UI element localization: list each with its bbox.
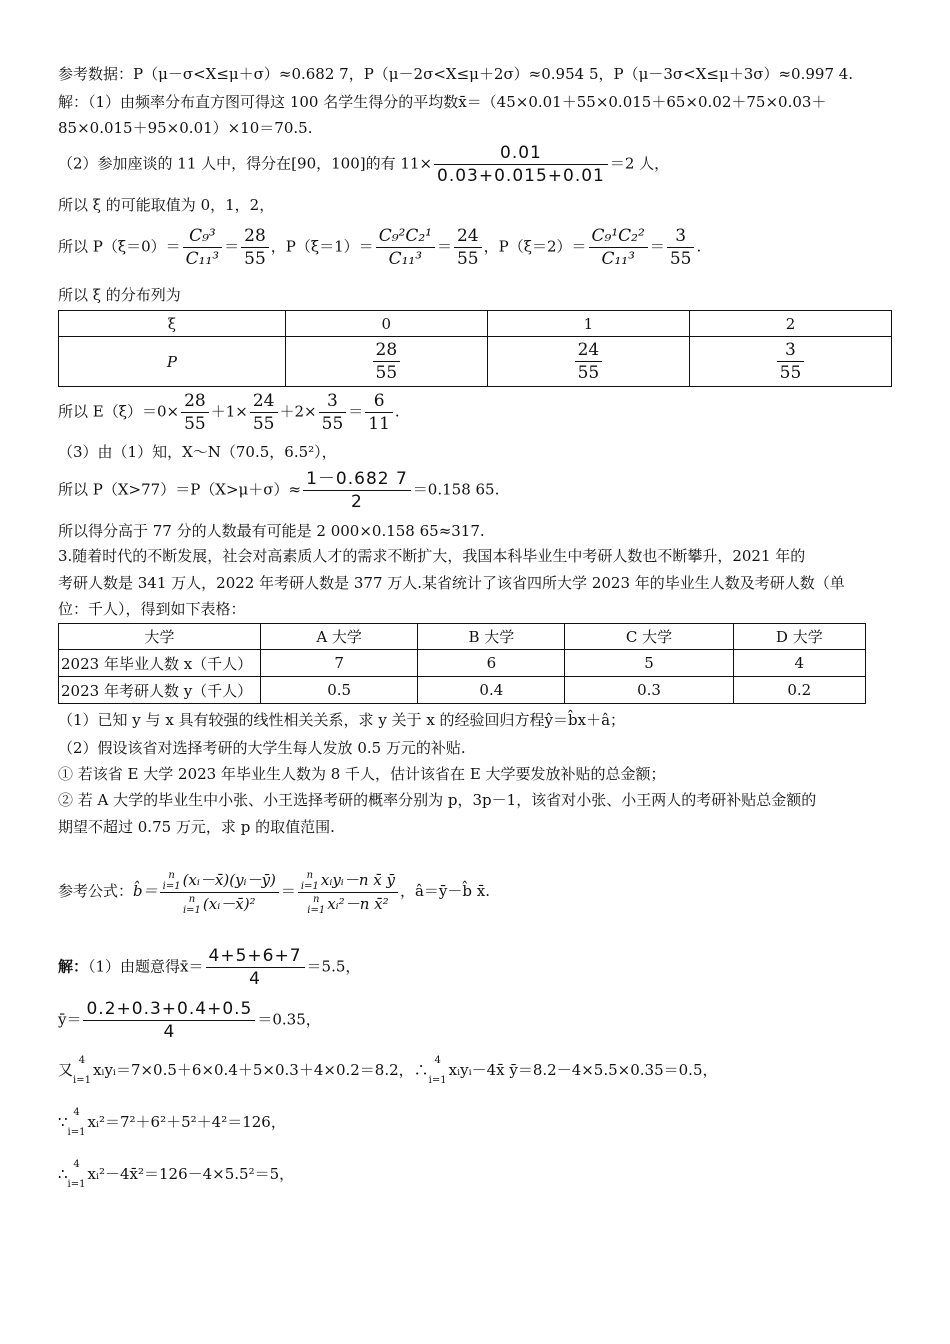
dist-cell-0-den: 55 <box>375 363 398 383</box>
sum-top: n <box>168 869 175 881</box>
dist-row-label: P <box>59 337 286 387</box>
expect-value <box>365 390 393 435</box>
q3-sub2-item2-line2: 期望不超过 0.75 万元，求 p 的取值范围. <box>58 818 335 836</box>
sum-bottom: i=1 <box>300 880 319 892</box>
part3-frac-den: 2 <box>351 492 363 512</box>
part3-fraction <box>303 468 411 513</box>
formula-frac-2-num <box>298 869 398 893</box>
ybar-suffix: ＝0.35， <box>257 1010 321 1029</box>
solution-part1-line2: 85×0.015＋95×0.01）×10＝70.5. <box>58 119 313 137</box>
q3-text-line2: 考研人数是 341 万人，2022 年考研人数是 377 万人.某省统计了该省四所大学 2023 年的毕业生人数及考研人数（单 <box>58 574 845 592</box>
sum-xy-minus: xᵢyᵢ－4x̄ ȳ＝8.2－4×5.5×0.35＝0.5， <box>448 1061 718 1079</box>
prob1-comb-den: C₁₁³ <box>388 249 423 269</box>
university-header-row <box>59 624 866 650</box>
sum-bottom: i=1 <box>162 880 181 892</box>
dist-header-2: 2 <box>689 311 891 337</box>
reference-data: 参考数据：P（μ－σ<X≤μ＋σ）≈0.682 7，P（μ－2σ<X≤μ＋2σ）≈0.954 5，P（μ－3σ<X≤μ＋3σ）≈0.997 4. <box>58 65 854 83</box>
formula-frac-1-den <box>160 893 279 916</box>
prob0-val-den: 55 <box>244 249 266 269</box>
expect-mid1: ＋1× <box>210 402 248 421</box>
formula-d1: (xᵢ－x̄)² <box>202 894 256 913</box>
graduates-a: 7 <box>261 650 418 677</box>
dist-cell-1-num: 24 <box>575 339 603 362</box>
sum-xx-minus: xᵢ²－4x̄²＝126－4×5.5²＝5， <box>87 1165 295 1183</box>
dist-cell-1-den: 55 <box>577 363 600 383</box>
formula-label: 参考公式： <box>58 882 134 900</box>
prob0-value <box>241 225 269 270</box>
q3-solution-xbar <box>58 945 360 990</box>
formula-frac-1-num <box>160 869 279 893</box>
sum-top: n <box>188 893 196 905</box>
formula-b-hat: b̂＝ <box>133 882 158 900</box>
sum-top: 4 <box>78 1055 86 1066</box>
sum-top: n <box>313 893 320 905</box>
part2-fraction <box>434 142 608 187</box>
formula-frac-2-den <box>298 893 398 916</box>
graduates-b: 6 <box>418 650 565 677</box>
dist-cell-0-num: 28 <box>373 339 401 362</box>
part2-suffix: ＝2 人， <box>609 154 670 173</box>
sum-symbol <box>429 1051 447 1091</box>
sum-symbol <box>163 870 181 892</box>
part3-prob-prefix: 所以 P（X>77）＝P（X>μ＋σ）≈ <box>58 480 302 499</box>
prob0-comb-den: C₁₁³ <box>185 249 220 269</box>
part3-prob-suffix: ＝0.158 65. <box>412 480 500 499</box>
sum-top: 4 <box>434 1055 441 1066</box>
sum-top: n <box>306 869 314 881</box>
expect-frac-2-den: 55 <box>321 414 344 434</box>
formula-n1: (xᵢ－x̄)(yᵢ－ȳ) <box>182 870 276 889</box>
expect-frac-2 <box>319 390 347 435</box>
exam-takers-b: 0.4 <box>418 677 565 704</box>
part2-prefix: （2）参加座谈的 11 人中，得分在[90，100]的有 11× <box>58 154 433 173</box>
exam-takers-label: 2023 年考研人数 y（千人） <box>59 677 261 704</box>
sum-symbol <box>307 894 325 916</box>
sum-symbol <box>73 1051 91 1091</box>
expect-mid2: ＋2× <box>279 402 317 421</box>
sum-symbol <box>301 870 319 892</box>
dist-cell-2 <box>689 337 891 387</box>
expect-value-den: 11 <box>368 414 390 434</box>
prob0-val-num: 28 <box>241 225 269 248</box>
sum-bottom: i=1 <box>307 904 326 916</box>
university-table <box>58 623 866 704</box>
because-symbol: ∵ <box>58 1113 68 1131</box>
xbar-fraction <box>206 945 305 990</box>
xbar-den: 4 <box>249 969 261 989</box>
prob1-comb <box>376 225 435 270</box>
sum-bottom: i=1 <box>67 1127 86 1138</box>
q3-sub2: （2）假设该省对选择考研的大学生每人发放 0.5 万元的补贴. <box>58 739 466 757</box>
sum-top: 4 <box>73 1159 80 1170</box>
univ-header-label: 大学 <box>59 624 261 650</box>
prob1-val-den: 55 <box>456 249 479 269</box>
sum-symbol <box>68 1103 86 1143</box>
q3-sub2-item1: ① 若该省 E 大学 2023 年毕业生人数为 8 千人，估计该省在 E 大学要发放补贴的总金额； <box>58 765 666 783</box>
sum-xy-value: xᵢyᵢ＝7×0.5＋6×0.4＋5×0.3＋4×0.2＝8.2，∴ <box>92 1061 429 1079</box>
univ-header-d: D 大学 <box>733 624 865 650</box>
sum-symbol <box>183 894 201 916</box>
dist-header-1: 1 <box>487 311 689 337</box>
ybar-prefix: ȳ＝ <box>58 1010 82 1029</box>
q3-sub2-item2-line1: ② 若 A 大学的毕业生中小张、小王选择考研的概率分别为 p，3p－1，该省对小张、小王两人的考研补贴总金额的 <box>58 791 817 809</box>
exam-takers-d: 0.2 <box>733 677 865 704</box>
expect-prefix: 所以 E（ξ）＝0× <box>58 402 180 421</box>
prob2-comb-num: C₉¹C₂² <box>589 225 648 248</box>
solution-part2-count <box>58 142 669 187</box>
part2-den: 0.03+0.015+0.01 <box>437 166 605 186</box>
q3-sub1: （1）已知 y 与 x 具有较强的线性相关关系，求 y 关于 x 的经验回归方程ŷ＝b̂x＋â； <box>58 711 626 729</box>
prob2-val-den: 55 <box>669 249 692 269</box>
sum-xx-value: xᵢ²＝7²＋6²＋5²＋4²＝126， <box>87 1113 286 1131</box>
formula-d2: xᵢ²－n x̄² <box>327 894 389 913</box>
expect-frac-0 <box>181 390 209 435</box>
solution-label: 解： <box>58 957 89 976</box>
prob1-comb-num: C₉²C₂¹ <box>376 225 435 248</box>
sum-symbol <box>68 1155 86 1195</box>
ybar-den: 4 <box>163 1022 176 1042</box>
part2-num: 0.01 <box>434 142 608 165</box>
formula-eq: ＝ <box>280 882 296 900</box>
expect-frac-0-num: 28 <box>181 390 209 413</box>
graduates-d: 4 <box>733 650 865 677</box>
probabilities-line: 所以 P（ξ＝0）＝ $\frac{\text{C₉³}}{\text{C₁₁³}}$ ＝ $\frac{28}{55}$ ，P（ξ＝1）＝ $\frac{\text{C₉²C₂¹}}{\text{C₁₁³}}$ ＝ $\frac{24}{55}$ ，P（ξ＝2）＝ $\frac{\text{C₉¹C₂²}}{\text{C₁₁³}}$ ＝ $\frac{3}{55}$ . <box>58 226 702 269</box>
expectation-line: 所以 E（ξ）＝0× $\frac{28}{55}$ ＋1× $\frac{24}{55}$ ＋2× $\frac{3}{55}$ ＝ $\frac{6}{11}$ . <box>58 391 400 434</box>
sum-top: 4 <box>73 1107 80 1118</box>
prob2-value <box>667 225 695 270</box>
sum-bottom: i=1 <box>428 1075 447 1086</box>
part3-probability <box>58 468 499 513</box>
formula-frac-2 <box>298 869 398 916</box>
exam-takers-row <box>59 677 866 704</box>
expect-frac-1-num: 24 <box>250 390 278 413</box>
q3-text-line3: 位：千人），得到如下表格： <box>58 600 246 618</box>
xbar-prefix: （1）由题意得x̄＝ <box>88 957 204 976</box>
prob1-value <box>454 225 482 270</box>
prob0-comb-num: C₉³ <box>183 225 222 248</box>
formula-a-hat: ，â＝ȳ－b̂ x̄. <box>399 882 490 900</box>
prob2-comb-den: C₁₁³ <box>601 249 635 269</box>
xbar-num: 4+5+6+7 <box>206 945 305 968</box>
dist-header-0: 0 <box>285 311 487 337</box>
solution-part1-line1: 解：（1）由频率分布直方图可得这 100 名学生得分的平均数x̄＝（45×0.01＋55×0.015＋65×0.02＋75×0.03＋ <box>58 93 827 111</box>
distribution-label: 所以 ξ 的分布列为 <box>58 286 181 304</box>
dist-cell-2-den: 55 <box>779 363 802 383</box>
distribution-table <box>58 310 892 387</box>
graduates-c: 5 <box>565 650 733 677</box>
solution-part3: （3）由（1）知，X～N（70.5，6.5²）， <box>58 443 337 461</box>
part3-final: 所以得分高于 77 分的人数最有可能是 2 000×0.158 65≈317. <box>58 522 485 540</box>
q3-solution-sum-xy <box>58 1050 717 1091</box>
part3-frac-num: 1－0.682 7 <box>303 468 411 491</box>
graduates-row <box>59 650 866 677</box>
q3-solution-sum-xx <box>58 1102 286 1143</box>
graduates-label: 2023 年毕业人数 x（千人） <box>59 650 261 677</box>
expect-eq: ＝ <box>348 402 364 421</box>
dist-header-xi: ξ <box>59 311 286 337</box>
reference-formula <box>58 846 490 936</box>
ybar-num: 0.2+0.3+0.4+0.5 <box>83 998 255 1021</box>
q3-solution-ybar <box>58 998 321 1043</box>
xbar-suffix: ＝5.5， <box>306 957 361 976</box>
therefore-symbol: ∴ <box>58 1165 68 1183</box>
exam-takers-a: 0.5 <box>261 677 418 704</box>
exam-takers-c: 0.3 <box>565 677 733 704</box>
ybar-fraction <box>83 998 255 1043</box>
dist-cell-1 <box>487 337 689 387</box>
dist-cell-0 <box>285 337 487 387</box>
expect-frac-1 <box>250 390 278 435</box>
univ-header-a: A 大学 <box>261 624 418 650</box>
sum-bottom: i=1 <box>182 904 201 916</box>
distribution-prob-row <box>59 337 892 387</box>
prob2-val-num: 3 <box>667 225 695 248</box>
prob1-label: ，P（ξ＝1）＝ <box>270 237 374 256</box>
sum-bottom: i=1 <box>67 1179 86 1190</box>
formula-n2: xᵢyᵢ－n x̄ ȳ <box>320 870 395 889</box>
prob-prefix: 所以 P（ξ＝0）＝ <box>58 237 181 256</box>
formula-frac-1 <box>160 869 279 916</box>
prob1-val-num: 24 <box>454 225 482 248</box>
expect-frac-0-den: 55 <box>184 414 206 434</box>
sum-xy-prefix: 又 <box>58 1061 74 1079</box>
xi-values: 所以 ξ 的可能取值为 0，1，2， <box>58 196 275 214</box>
univ-header-b: B 大学 <box>418 624 565 650</box>
prob0-comb <box>183 225 222 270</box>
dist-cell-2-num: 3 <box>777 339 805 362</box>
q3-solution-sum-xx2 <box>58 1154 294 1195</box>
sum-bottom: i=1 <box>73 1075 91 1086</box>
expect-frac-2-num: 3 <box>319 390 347 413</box>
expect-frac-1-den: 55 <box>252 414 275 434</box>
prob2-label: ，P（ξ＝2）＝ <box>483 237 587 256</box>
univ-header-c: C 大学 <box>565 624 733 650</box>
prob2-comb <box>589 225 648 270</box>
distribution-header-row <box>59 311 892 337</box>
expect-value-num: 6 <box>365 390 393 413</box>
q3-text-line1: 3.随着时代的不断发展，社会对高素质人才的需求不断扩大，我国本科毕业生中考研人数也不断攀升，2021 年的 <box>58 547 806 565</box>
